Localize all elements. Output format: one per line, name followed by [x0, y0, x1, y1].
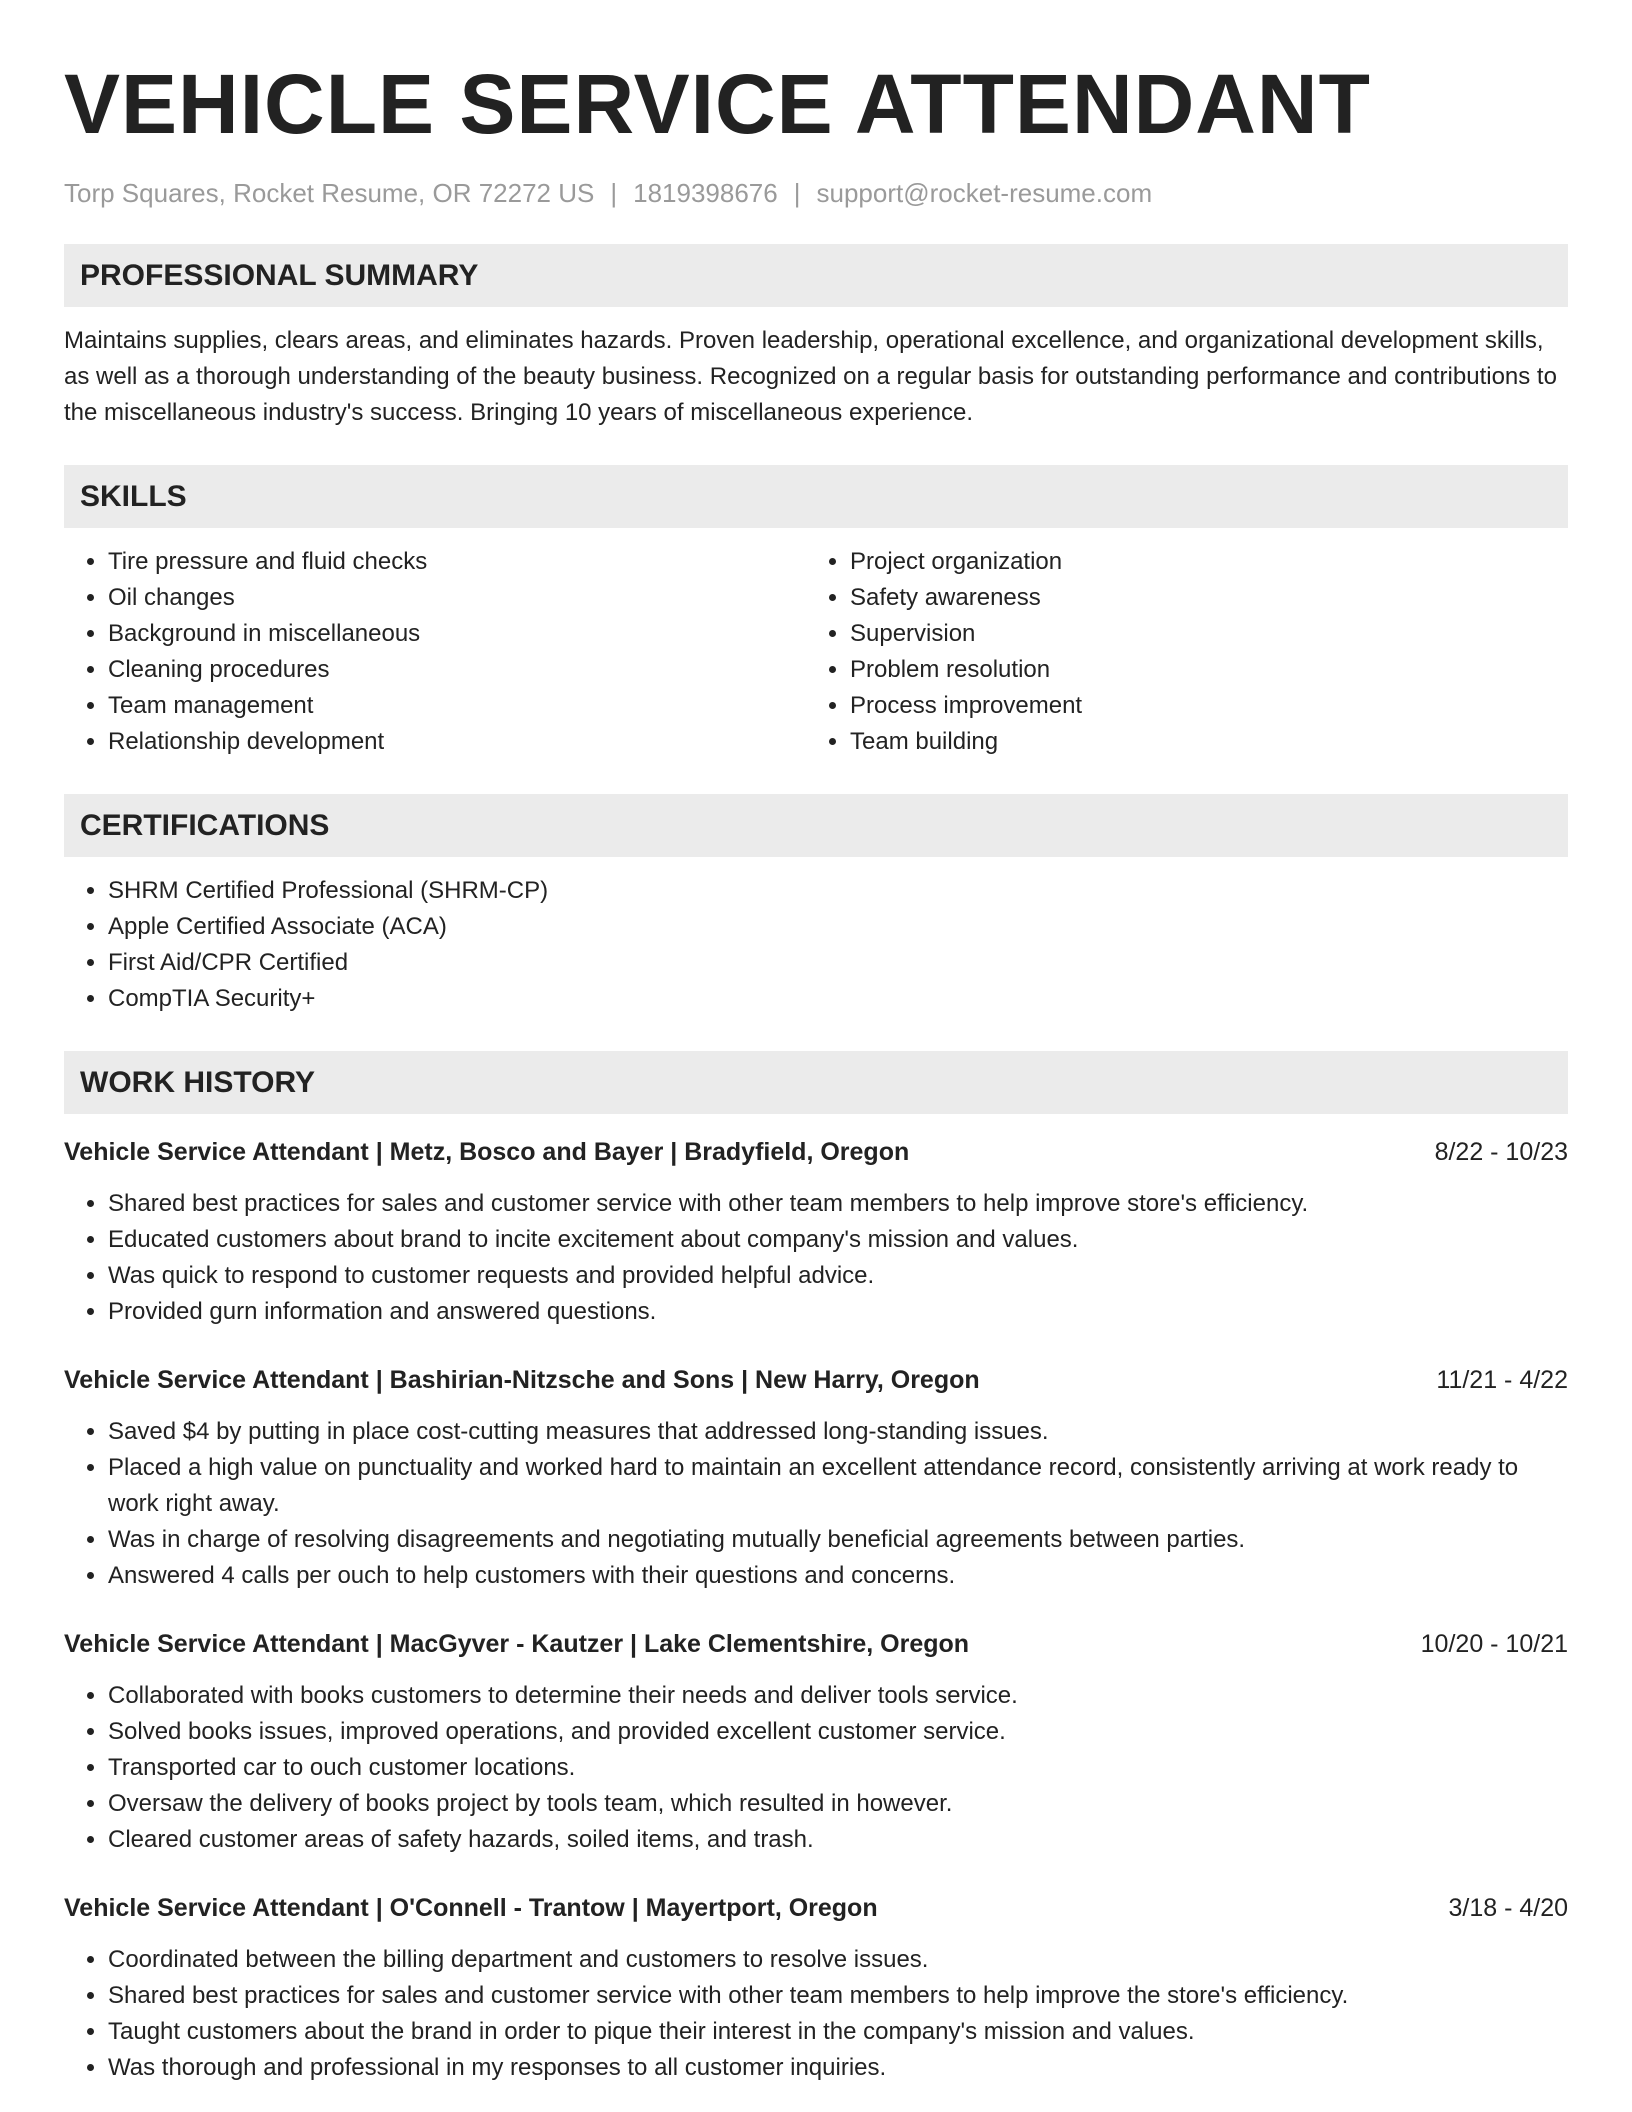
- job-bullet: • Collaborated with books customers to determine their needs and deliver tools service.: [108, 1678, 1568, 1714]
- skills-section-header: [64, 465, 1568, 528]
- job-header: [64, 1362, 1568, 1398]
- skill-item: • Problem resolution: [850, 652, 1548, 688]
- contact-separator: |: [610, 178, 618, 208]
- skills-list: [64, 544, 1568, 760]
- job-bullets: [64, 1942, 1568, 2086]
- job-dates: 3/18 - 4/20: [1448, 1894, 1568, 1922]
- skill-item: • Process improvement: [850, 688, 1548, 724]
- job-bullet: • Was in charge of resolving disagreements and negotiating mutually beneficial agreements between parties.: [108, 1522, 1568, 1558]
- job-entry: [64, 1890, 1568, 2086]
- certifications-section-title: CERTIFICATIONS: [80, 808, 330, 842]
- job-title: Vehicle Service Attendant | Bashirian-Nitzsche and Sons | New Harry, Oregon: [64, 1366, 980, 1394]
- job-bullet: • Shared best practices for sales and customer service with other team members to help improve store's efficiency.: [108, 1186, 1568, 1222]
- contact-address: Torp Squares, Rocket Resume, OR 72272 US: [64, 178, 595, 208]
- job-bullet: • Solved books issues, improved operations, and provided excellent customer service.: [108, 1714, 1568, 1750]
- job-dates: 8/22 - 10/23: [1434, 1138, 1568, 1166]
- job-bullet: • Was thorough and professional in my responses to all customer inquiries.: [108, 2050, 1568, 2086]
- skills-column-left: [64, 544, 806, 760]
- job-bullet: • Transported car to ouch customer locations.: [108, 1750, 1568, 1786]
- job-bullet: • Coordinated between the billing department and customers to resolve issues.: [108, 1942, 1568, 1978]
- skill-item: • Oil changes: [108, 580, 806, 616]
- certification-item: • First Aid/CPR Certified: [108, 945, 1568, 981]
- skill-item: • Project organization: [850, 544, 1548, 580]
- job-title: Vehicle Service Attendant | MacGyver - Kautzer | Lake Clementshire, Oregon: [64, 1630, 970, 1658]
- job-bullet: • Answered 4 calls per ouch to help customers with their questions and concerns.: [108, 1558, 1568, 1594]
- contact-phone: 1819398676: [633, 178, 778, 208]
- skills-column-right: [806, 544, 1548, 760]
- skill-item: • Supervision: [850, 616, 1548, 652]
- skill-item: • Safety awareness: [850, 580, 1548, 616]
- job-bullet: • Educated customers about brand to incite excitement about company's mission and values.: [108, 1222, 1568, 1258]
- certification-item: • SHRM Certified Professional (SHRM-CP): [108, 873, 1568, 909]
- contact-line: [64, 176, 1568, 210]
- certification-item: • Apple Certified Associate (ACA): [108, 909, 1568, 945]
- skill-item: • Team building: [850, 724, 1548, 760]
- job-bullet: • Cleared customer areas of safety hazards, soiled items, and trash.: [108, 1822, 1568, 1858]
- job-bullets: [64, 1186, 1568, 1330]
- job-title: Vehicle Service Attendant | O'Connell - Trantow | Mayertport, Oregon: [64, 1894, 878, 1922]
- certifications-list: [64, 873, 1568, 1017]
- job-dates: 11/21 - 4/22: [1436, 1366, 1568, 1394]
- job-header: [64, 1626, 1568, 1662]
- job-bullet: • Placed a high value on punctuality and worked hard to maintain an excellent attendance record, consistently arriving at work ready to work right away.: [108, 1450, 1568, 1522]
- work-history-section-header: [64, 1051, 1568, 1114]
- certification-item: • CompTIA Security+: [108, 981, 1568, 1017]
- summary-text: Maintains supplies, clears areas, and eliminates hazards. Proven leadership, operational excellence, and organizational development skills, as well as a thorough understanding of the beauty business. Recognized on a regular basis for outstanding performance and contributions to the miscellaneous industry's success. Bringing 10 years of miscellaneous experience.: [64, 327, 1557, 426]
- job-bullet: • Saved $4 by putting in place cost-cutting measures that addressed long-standing issues.: [108, 1414, 1568, 1450]
- skill-item: • Relationship development: [108, 724, 806, 760]
- job-bullet: • Oversaw the delivery of books project by tools team, which resulted in however.: [108, 1786, 1568, 1822]
- job-header: [64, 1890, 1568, 1926]
- job-title: Vehicle Service Attendant | Metz, Bosco and Bayer | Bradyfield, Oregon: [64, 1138, 910, 1166]
- job-bullet: • Shared best practices for sales and customer service with other team members to help improve the store's efficiency.: [108, 1978, 1568, 2014]
- summary-section-title: PROFESSIONAL SUMMARY: [80, 258, 479, 292]
- resume-name: VEHICLE SERVICE ATTENDANT: [64, 57, 1371, 151]
- work-history-section-title: WORK HISTORY: [80, 1065, 316, 1099]
- job-bullet: • Taught customers about the brand in order to pique their interest in the company's mission and values.: [108, 2014, 1568, 2050]
- job-entry: [64, 1362, 1568, 1594]
- job-bullet: • Provided gurn information and answered questions.: [108, 1294, 1568, 1330]
- job-header: [64, 1134, 1568, 1170]
- job-dates: 10/20 - 10/21: [1420, 1630, 1568, 1658]
- contact-separator: |: [793, 178, 801, 208]
- certifications-section-header: [64, 794, 1568, 857]
- job-entry: [64, 1626, 1568, 1858]
- job-entry: [64, 1134, 1568, 1330]
- summary-section-header: [64, 244, 1568, 307]
- job-bullets: [64, 1678, 1568, 1858]
- skill-item: • Team management: [108, 688, 806, 724]
- skill-item: • Tire pressure and fluid checks: [108, 544, 806, 580]
- job-bullet: • Was quick to respond to customer requests and provided helpful advice.: [108, 1258, 1568, 1294]
- job-bullets: [64, 1414, 1568, 1594]
- skills-section-title: SKILLS: [80, 479, 187, 513]
- contact-email: support@rocket-resume.com: [816, 178, 1153, 208]
- skill-item: • Cleaning procedures: [108, 652, 806, 688]
- skill-item: • Background in miscellaneous: [108, 616, 806, 652]
